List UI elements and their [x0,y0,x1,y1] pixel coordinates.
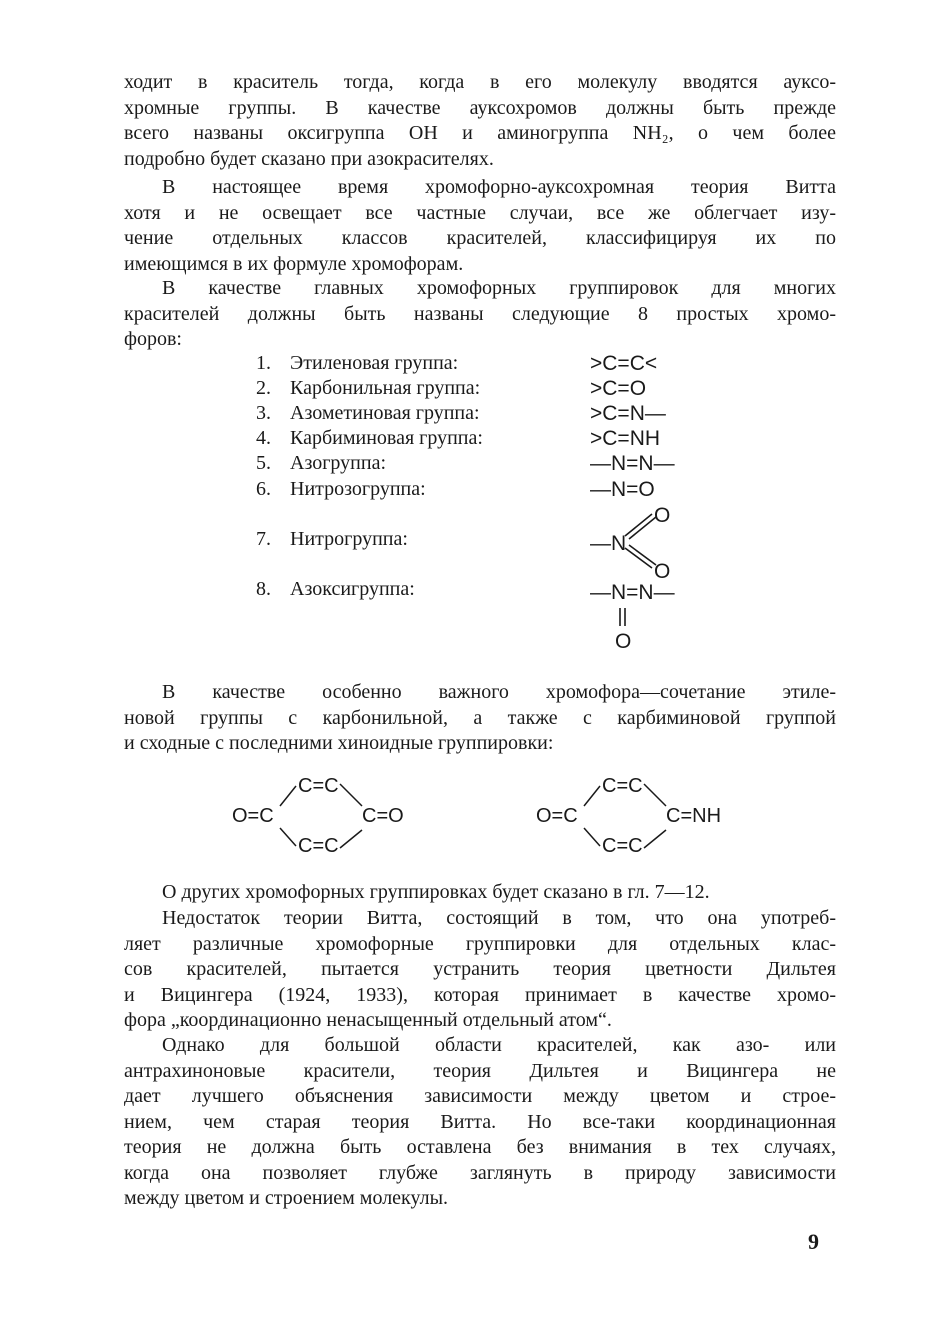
ring-left-label: O=C [232,805,274,827]
text-line: ляет различные хромофорные группировки для отдельных клас- [124,932,836,955]
item-formula: >C=N— [590,402,666,425]
chromophore-item [256,352,716,377]
ring-top-label: C=C [602,775,643,797]
ring-right-label: C=NH [666,805,722,827]
item-name: Азоксигруппа: [290,578,415,600]
item-name: Нитрогруппа: [290,528,408,550]
text-line: нием, чем старая теория Витта. Но все-таки координационная [124,1110,836,1133]
text-line: имеющимся в их формуле хромофорам. [124,252,464,275]
text-line: В настоящее время хромофорно-ауксохромная теория Витта [162,176,836,198]
item-name: Нитрозогруппа: [290,478,426,500]
nitro-group-structure [580,500,690,582]
text-line: хромные группы. В качестве ауксохромов должны быть прежде [124,96,836,119]
text-line: В качестве главных хромофорных группировок для многих [162,277,836,299]
text-line: хотя и не освещает все частные случаи, все же облегчает изу- [124,201,836,224]
text-line: Однако для большой области красителей, как азо- или [162,1034,836,1056]
chromophore-item [256,452,716,477]
ring-right-label: C=O [362,805,404,827]
text-line: красителей должны быть названы следующие 8 простых хромо- [124,302,836,325]
item-number: 3. [256,402,271,424]
item-number: 4. [256,427,271,449]
item-formula: >C=O [590,377,647,400]
item-formula: —N=N— [590,452,675,475]
item-formula: >C=NH [590,427,661,450]
quinoid-structure-carbonyl [228,770,428,865]
item-name: Карбонильная группа: [290,377,481,399]
azoxy-group-structure [580,576,710,656]
ring-bottom-label: C=C [298,835,339,857]
text-line: и Вицингера (1924, 1933), которая принимает в качестве хромо- [124,983,836,1006]
item-formula: —N=O [590,478,655,501]
item-number: 8. [256,578,271,600]
nitro-n-label: —N [590,532,627,555]
ring-left-label: O=C [536,805,578,827]
paragraph-2 [124,175,836,277]
paragraph-7 [124,1033,836,1212]
chromophore-item [256,377,716,402]
chromophore-item [256,402,716,427]
item-number: 1. [256,352,271,374]
paragraph-6 [124,906,836,1034]
text-line: теория не должна быть оставлена без внимания в тех случаях, [124,1136,836,1158]
nitro-o-top: O [654,504,671,527]
text-line: подробно будет сказано при азокрасителях. [124,147,494,170]
page-number: 9 [808,1229,819,1254]
text-line: фора „координационно ненасыщенный отдельный атом“. [124,1009,612,1031]
item-name: Этиленовая группа: [290,352,459,374]
text-line: ходит в краситель тогда, когда в его молекулу вводятся ауксо- [124,71,836,93]
text-line: антрахиноновые красители, теория Дильтея и Вицингера не [124,1059,836,1082]
item-number: 2. [256,377,271,399]
text-line: В качестве особенно важного хромофора—сочетание этиле- [162,681,836,703]
text-line: форов: [124,328,182,350]
text-line: Недостаток теории Витта, состоящий в том, что она употреб- [162,907,836,929]
item-name: Азометиновая группа: [290,402,480,424]
ring-top-label: C=C [298,775,339,797]
text-line: и сходные с последними хиноидные группировки: [124,732,554,754]
text-line: сов красителей, пытается устранить теория цветности Дильтея [124,958,836,980]
azoxy-formula-label: —N=N— [590,581,675,604]
text-line: когда она позволяет глубже заглянуть в природу зависимости [124,1161,836,1184]
paragraph-4 [124,680,836,757]
paragraph-1 [124,70,836,172]
paragraph-5 [124,880,836,906]
text-line: между цветом и строением молекулы. [124,1187,449,1209]
text-line: дает лучшего объяснения зависимости между цветом и строе- [124,1085,836,1107]
item-name: Азогруппа: [290,452,387,474]
chromophore-item [256,427,716,452]
item-name: Карбиминовая группа: [290,427,483,449]
item-number: 7. [256,528,271,550]
text-line: чение отдельных классов красителей, классифицируя их по [124,227,836,249]
item-number: 5. [256,452,271,474]
item-number: 6. [256,478,271,500]
azoxy-o-label: O [615,630,632,653]
text-line: О других хромофорных группировках будет сказано в гл. 7—12. [162,881,710,903]
quinoid-structure-carbimine [532,770,752,865]
nitro-o-bottom: O [654,560,671,582]
item-formula: >C=C< [590,352,658,375]
ring-bottom-label: C=C [602,835,643,857]
text-line: всего названы оксигруппа OH и аминогруппа NH₂, о чем более [124,122,836,144]
text-line: новой группы с карбонильной, а также с карбиминовой группой [124,706,836,729]
paragraph-3 [124,276,836,353]
